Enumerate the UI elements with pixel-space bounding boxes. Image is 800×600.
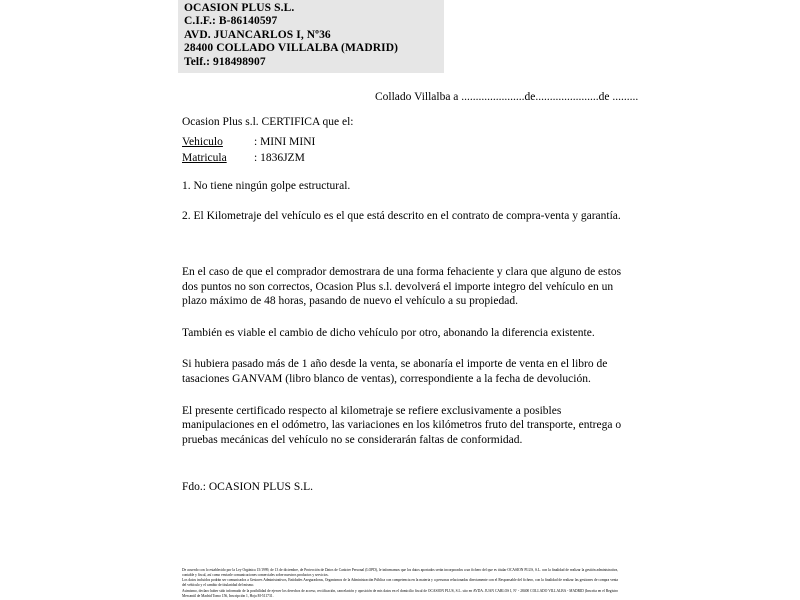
certification-block: [182, 114, 354, 166]
body-paragraph-2: También es viable el cambio de dicho vehículo por otro, abonando la diferencia existente.: [182, 326, 595, 339]
body-text: [182, 265, 624, 464]
point-item-1: 1. No tiene ningún golpe estructural.: [182, 180, 351, 192]
legal-paragraph-2: Los datos incluidos podrán ser comunicados a Gestores Administrativos, Entidades Aseguradoras, Organismos de la Administración Pública con competencia en la materia y a personas relacionadas directamente con el Responsable del fichero, con la finalidad de realizar las gestiones de compra venta del vehículo y el cambio de titularidad del mismo.: [182, 578, 618, 588]
letterhead-line-address: AVD. JUANCARLOS I, Nº36: [184, 28, 331, 41]
vehicle-value: : MINI MINI: [254, 136, 316, 148]
body-paragraph-1: En el caso de que el comprador demostrara de una forma fehaciente y clara que alguno de estos dos puntos no son correctos, Ocasion Plus s.l. devolverá el importe integro del vehículo en un plazo máximo de 48 horas, pasando de nuevo el vehículo a su propiedad.: [182, 266, 622, 308]
letterhead-line-cif: C.I.F.: B-86140597: [184, 15, 278, 28]
point-item-2: 2. El Kilometraje del vehículo es el que está descrito en el contrato de compra-venta y garantía.: [182, 210, 621, 222]
legal-paragraph-3: Asimismo, declaro haber sido informado de la posibilidad de ejercer los derechos de acceso, rectificación, cancelación y oposición de mis datos en el domicilio fiscal de OCASION PLUS, S.L. sito en AVDA. JUAN CARLOS I, Nº - 28400 COLLADO VILLALBA - MADRID (Inscrita en el Registro Mercantil de Madrid Tomo 156, Inscripción 1, Hoja M-511731.: [182, 588, 618, 598]
place-and-date-line: Collado Villalba a ......................de......................de .........: [375, 91, 639, 103]
vehicle-label: Vehiculo: [182, 136, 223, 148]
plate-value: : 1836JZM: [254, 152, 305, 164]
certification-intro: Ocasion Plus s.l. CERTIFICA que el:: [182, 116, 354, 128]
letterhead-line-phone: Telf.: 918498907: [184, 55, 266, 68]
letterhead-line-company: OCASION PLUS S.L.: [184, 2, 295, 14]
certified-points: [182, 178, 682, 238]
vehicle-row-plate: [182, 150, 354, 166]
vehicle-details: [182, 134, 354, 166]
signature-line: Fdo.: OCASION PLUS S.L.: [182, 481, 313, 493]
letterhead-line-city: 28400 COLLADO VILLALBA (MADRID): [184, 42, 399, 55]
vehicle-row-model: [182, 134, 354, 150]
body-paragraph-3: Si hubiera pasado más de 1 año desde la venta, se abonaría el importe de venta en el libro de tasaciones GANVAM (libro blanco de ventas), correspondiente a la fecha de devolución.: [182, 358, 608, 385]
plate-label: Matricula: [182, 152, 227, 164]
body-paragraph-4: El presente certificado respecto al kilometraje se refiere exclusivamente a posibles manipulaciones en el odómetro, las variaciones en los kilómetros fruto del transporte, entrega o pruebas mecánicas del vehículo no se considerarán faltas de conformidad.: [182, 404, 622, 446]
legal-paragraph-1: De acuerdo con lo establecido por la Ley Orgánica 15/1999, de 13 de diciembre, de Protección de Datos de Carácter Personal (LOPD), le informamos que los datos aportados serán incorporados a un fichero del que es titular OCASION PLUS, S.L. con la finalidad de realizar la gestión administrativa, contable y fiscal, así como enviarle comunicaciones comerciales sobre nuestros productos y servicios.: [182, 568, 618, 577]
company-letterhead: [178, 0, 444, 73]
legal-footer: [182, 568, 618, 599]
